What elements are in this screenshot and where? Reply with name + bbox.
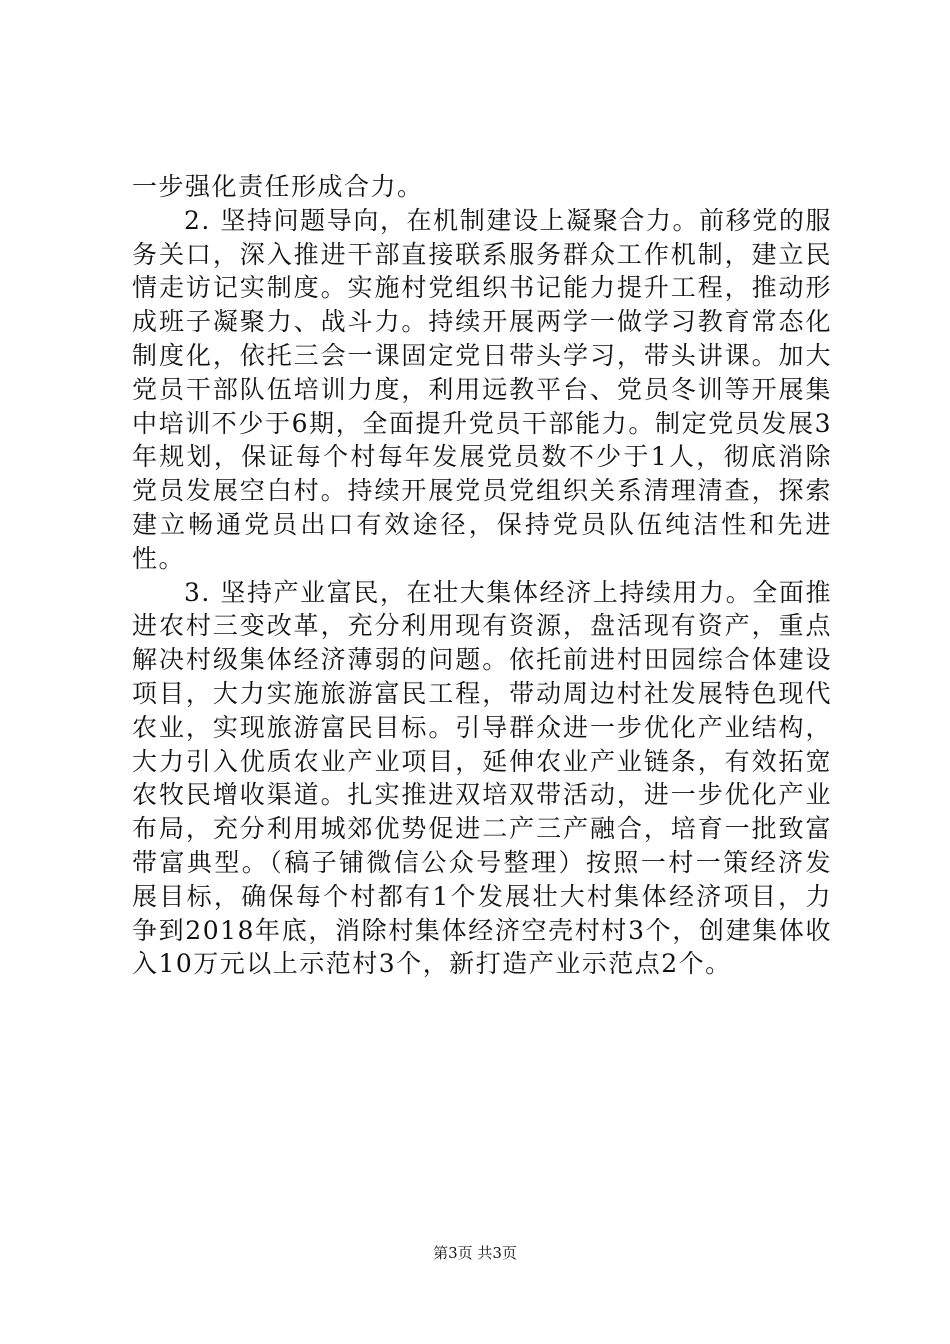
paragraph-item-2: 2. 坚持问题导向，在机制建设上凝聚合力。前移党的服务关口，深入推进干部直接联系服务群众工作机制，建立民情走访记实制度。实施村党组织书记能力提升工程，推动形成班子凝聚力、战斗力。持续开展两学一做学习教育常态化制度化，依托三会一课固定党日带头学习，带头讲课。加大党员干部队伍培训力度，利用远教平台、党员冬训等开展集中培训不少于6期，全面提升党员干部能力。制定党员发展3年规划，保证每个村每年发展党员数不少于1人，彻底消除党员发展空白村。持续开展党员党组织关系清理清查，探索建立畅通党员出口有效途径，保持党员队伍纯洁性和先进性。 [132,205,832,573]
paragraph-continuation: 一步强化责任形成合力。 [132,172,424,201]
document-body [132,170,832,981]
paragraph-item-3: 3. 坚持产业富民，在壮大集体经济上持续用力。全面推进农村三变改革，充分利用现有资源，盘活现有资产，重点解决村级集体经济薄弱的问题。依托前进村田园综合体建设项目，大力实施旅游富民工程，带动周边村社发展特色现代农业，实现旅游富民目标。引导群众进一步优化产业结构，大力引入优质农业产业项目，延伸农业产业链条，有效拓宽农牧民增收渠道。扎实推进双培双带活动，进一步优化产业布局，充分利用城郊优势促进二产三产融合，培育一批致富带富典型。（稿子铺微信公众号整理）按照一村一策经济发展目标，确保每个村都有1个发展壮大村集体经济项目，力争到2018年底，消除村集体经济空壳村村3个，创建集体收入10万元以上示范村3个，新打造产业示范点2个。 [132,577,832,979]
page-footer: 第3页 共3页 [433,1244,517,1262]
